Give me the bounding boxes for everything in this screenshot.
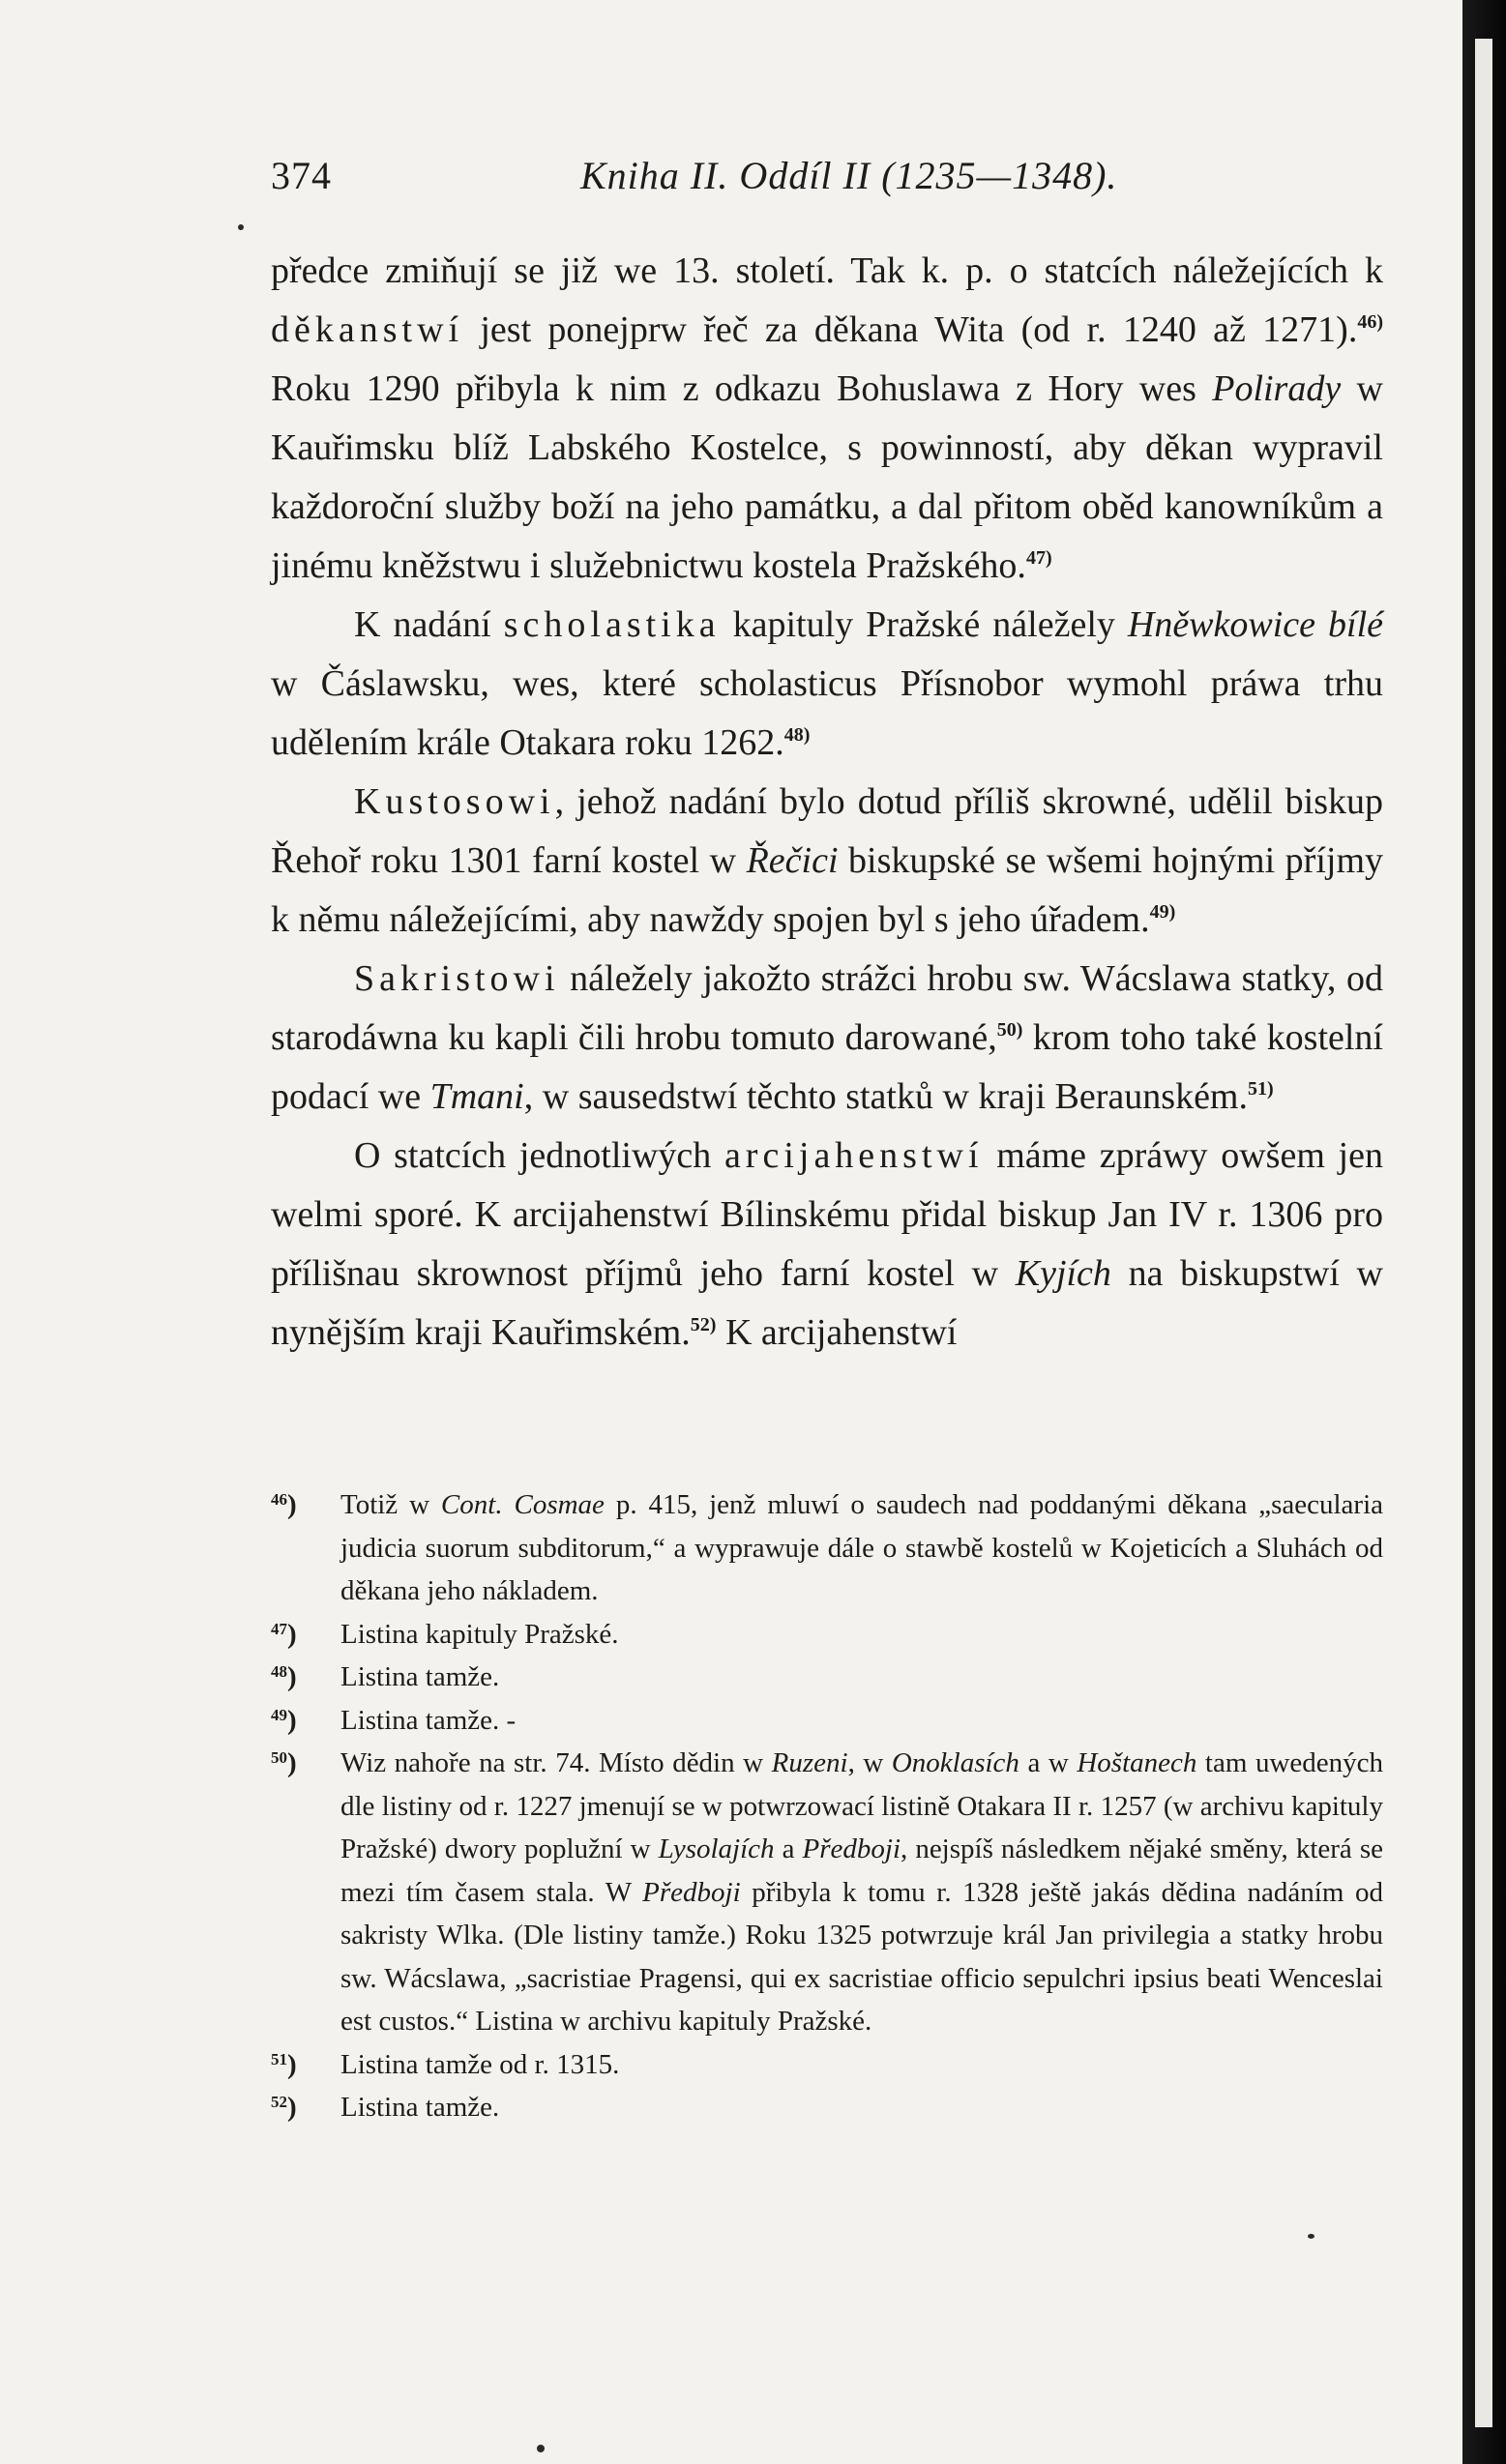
text-run: K nadání <box>354 604 504 645</box>
italic-term: Hoštanech <box>1077 1747 1197 1778</box>
emphasized-term: scholastika <box>503 604 721 645</box>
paragraph-3 <box>271 773 1383 950</box>
italic-term: Cont. Cosmae <box>440 1489 605 1520</box>
text-run: Listina tamže. <box>340 2092 500 2123</box>
footnote-reference: 49) <box>1149 901 1176 923</box>
emphasized-term: děkanstwí <box>271 309 464 350</box>
text-run: Totiž w <box>340 1489 441 1520</box>
footnote-number: $^{52}$) <box>271 2092 297 2123</box>
footnote-47 <box>271 1613 1383 1657</box>
footnote-number: $^{51}$) <box>271 2048 297 2080</box>
italic-term: Onoklasích <box>891 1747 1019 1778</box>
text-run: w Čáslawsku, wes, které scholasticus Přísnobor wymohl práwa trhu udělením krále Otakara roku 1262. <box>271 663 1383 763</box>
paragraph-5 <box>271 1127 1383 1363</box>
text-run: Listina tamže od r. 1315. <box>340 2048 620 2080</box>
italic-term: Řečici <box>746 840 839 881</box>
footnote-reference: 46) <box>1357 311 1383 333</box>
text-run: náležely jakožto strážci hrobu sw. Wácslawa statky, od starodáwna ku kapli čili hrobu tomuto darowané, <box>271 958 1383 1058</box>
footnote-number: $^{47}$) <box>271 1618 297 1650</box>
ink-speck <box>238 224 244 230</box>
text-run: krom toho také kostelní podací we <box>271 1017 1383 1117</box>
footnote-52 <box>271 2086 1383 2129</box>
emphasized-term: Kustosowi <box>354 781 555 822</box>
text-run: , jehož nadání bylo dotud příliš skrowné, udělil biskup Řehoř roku 1301 farní kostel w <box>271 781 1383 881</box>
text-run: , w sausedstwí těchto statků w kraji Beraunském. <box>523 1076 1248 1117</box>
italic-term: Polirady <box>1212 368 1342 409</box>
text-run: Listina kapituly Pražské. <box>340 1618 619 1650</box>
adjacent-page-edge <box>1475 39 1492 2427</box>
footnote-number: $^{50}$) <box>271 1747 297 1778</box>
italic-term: Předboji <box>802 1833 901 1864</box>
footnote-reference: 50) <box>996 1019 1023 1041</box>
footnote-reference: 52) <box>690 1314 717 1335</box>
italic-term: Tmani <box>429 1076 524 1117</box>
text-run: , w <box>847 1747 892 1778</box>
text-run: na biskupstwí w nynějším kraji Kauřimském. <box>271 1253 1383 1353</box>
text-run: K arcijahenstwí <box>716 1312 958 1353</box>
paragraph-4 <box>271 950 1383 1127</box>
footnote-48 <box>271 1656 1383 1699</box>
footnote-number: $^{48}$) <box>271 1661 297 1692</box>
footnote-50 <box>271 1742 1383 2043</box>
text-run: kapituly Pražské náležely <box>720 604 1128 645</box>
running-title: Kniha II. Oddíl II (1235—1348). <box>580 154 1118 197</box>
emphasized-term: arcijahenstwí <box>723 1135 984 1176</box>
paragraph-1 <box>271 242 1383 596</box>
ink-speck <box>537 2445 545 2452</box>
italic-term: Ruzeni <box>771 1747 848 1778</box>
footnote-number: $^{46}$) <box>271 1489 297 1520</box>
italic-term: Kyjích <box>1015 1253 1111 1294</box>
text-run: biskupské se wšemi hojnými příjmy k němu náležejícími, aby nawždy spojen byl s jeho úřadem. <box>271 840 1383 940</box>
footnote-reference: 48) <box>783 724 811 746</box>
text-run: a <box>774 1833 803 1864</box>
text-run: tam uwedených dle listiny od r. 1227 jmenují se w potwrzowací listině Otakara II r. 1257 (w archivu kapituly Pražské) dwory poplužní w <box>340 1747 1383 1864</box>
footnote-reference: 47) <box>1025 547 1052 569</box>
text-run: předce zmiňují se již we 13. století. Tak k. p. o statcích náležejících k <box>271 250 1383 291</box>
text-run: w Kauřimsku blíž Labského Kostelce, s powinností, aby děkan wypravil každoroční služby boží na jeho památku, a dal přitom oběd kanowníkům a jinému kněžstwu i služebnictwu kostela Pražského. <box>271 368 1383 586</box>
italic-term: Předboji <box>642 1876 741 1908</box>
text-run: Roku 1290 přibyla k nim z odkazu Bohuslawa z Hory wes <box>271 368 1213 409</box>
footnote-number: $^{49}$) <box>271 1704 297 1736</box>
italic-term: Hněwkowice bílé <box>1127 604 1384 645</box>
text-run: , nejspíš následkem nějaké směny, která se mezi tím časem stala. W <box>340 1833 1383 1908</box>
text-run: Wiz nahoře na str. 74. Místo dědin w <box>340 1747 772 1778</box>
text-run: jest ponejprw řeč za děkana Wita (od r. 1240 až 1271). <box>463 309 1358 350</box>
text-run: O statcích jednotliwých <box>354 1135 724 1176</box>
italic-term: Lysolajích <box>658 1833 775 1864</box>
text-run: Listina tamže. <box>340 1661 500 1692</box>
text-run: přibyla k tomu r. 1328 ještě jakás dědina nadáním od sakristy Wlka. (Dle listiny tamže.) Roku 1325 potwrzuje král Jan privilegia a statky hrobu sw. Wácslawa, „sacristiae Pragensi, qui ex sacristiae officio sepulchri ipsius beati Wenceslai est custos.“ Listina w archivu kapituly Pražské. <box>340 1876 1384 2037</box>
text-run: a w <box>1019 1747 1078 1778</box>
text-run: máme zpráwy owšem jen welmi sporé. K arcijahenstwí Bílinskému přidal biskup Jan IV r. 1306 pro přílišnau skrownost příjmů jeho farní kostel w <box>271 1135 1383 1294</box>
text-run: p. 415, jenž mluwí o saudech nad poddanými děkana „saecularia judicia suorum subditorum,“ a wyprawuje dále o stawbě kostelů w Kojeticích a Sluhách od děkana jeho nákladem. <box>340 1489 1383 1606</box>
footnote-46 <box>271 1483 1383 1613</box>
body-text <box>271 242 1383 1363</box>
footnote-49 <box>271 1699 1383 1743</box>
footnote-reference: 51) <box>1248 1078 1274 1100</box>
text-run: Listina tamže. - <box>340 1704 517 1736</box>
ink-speck <box>1308 2234 1314 2239</box>
emphasized-term: Sakristowi <box>354 958 560 999</box>
footnotes <box>271 1483 1383 2129</box>
paragraph-2 <box>271 596 1383 773</box>
footnote-51 <box>271 2043 1383 2087</box>
running-head <box>271 153 1373 201</box>
page-number: 374 <box>271 154 332 197</box>
